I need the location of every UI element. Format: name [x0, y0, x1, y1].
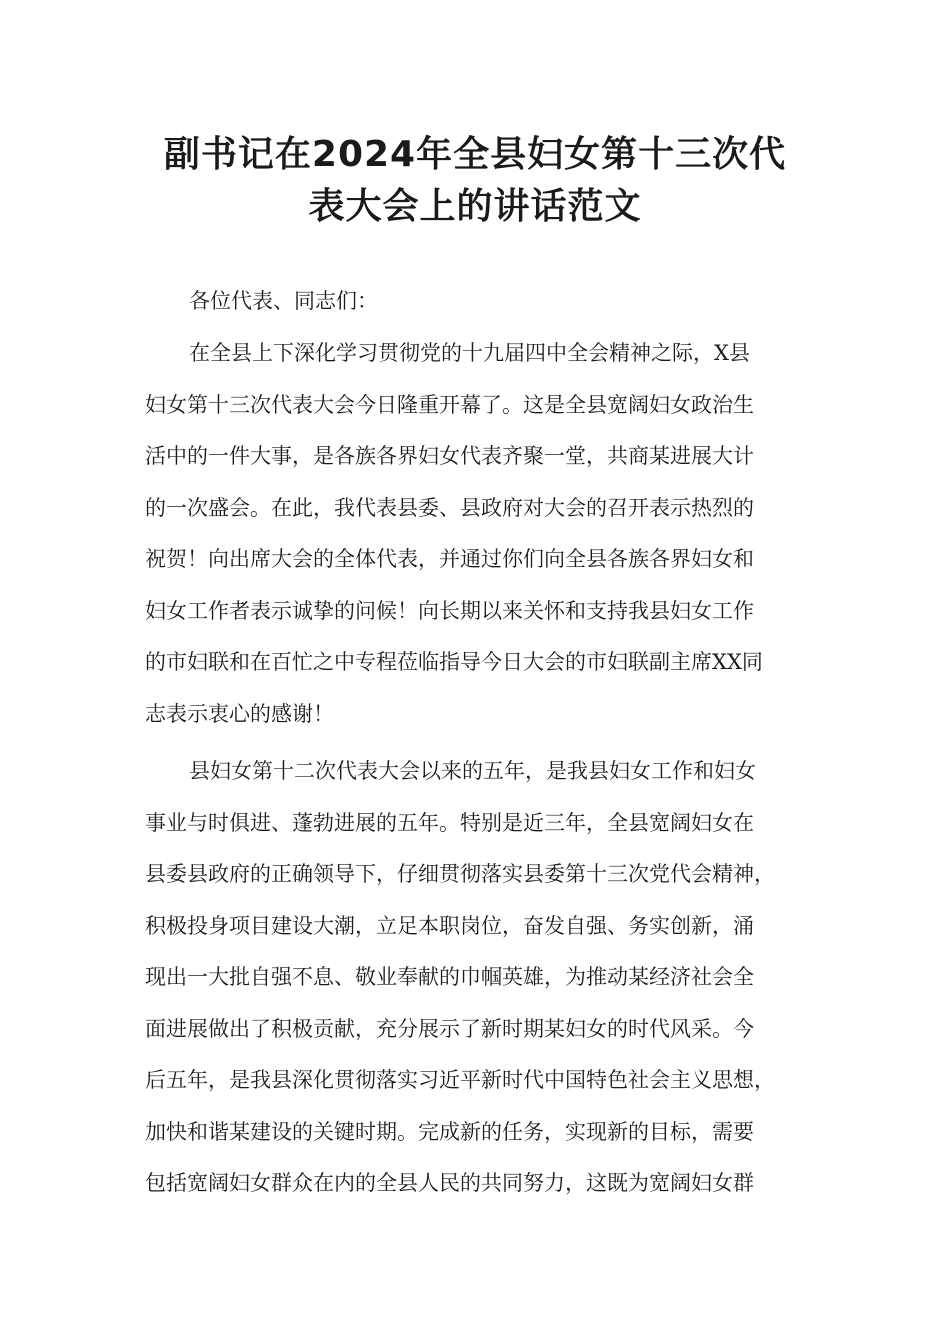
paragraph-line: 活中的一件大事，是各族各界妇女代表齐聚一堂，共商某进展大计 — [145, 444, 754, 468]
paragraph-line: 祝贺！向出席大会的全体代表，并通过你们向全县各族各界妇女和 — [145, 547, 754, 571]
paragraph-line: 加快和谐某建设的关键时期。完成新的任务，实现新的目标，需要 — [145, 1119, 754, 1144]
paragraph-line: 县妇女第十二次代表大会以来的五年，是我县妇女工作和妇女 — [189, 759, 756, 783]
document-title-line-1: 副书记在2024年全县妇女第十三次代 — [163, 134, 787, 175]
paragraph-line: 的一次盛会。在此，我代表县委、县政府对大会的召开表示热烈的 — [145, 495, 754, 520]
paragraph-line: 妇女工作者表示诚挚的问候！向长期以来关怀和支持我县妇女工作 — [145, 598, 754, 623]
paragraph-line: 积极投身项目建设大潮，立足本职岗位，奋发自强、务实创新，涌 — [145, 913, 754, 938]
greeting — [145, 276, 810, 328]
paragraph-1 — [145, 328, 810, 740]
paragraph-line: 事业与时俱进、蓬勃进展的五年。特别是近三年，全县宽阔妇女在 — [145, 810, 754, 835]
paragraph-2 — [145, 746, 810, 1210]
paragraph-line: 志表示衷心的感谢！ — [145, 701, 334, 726]
paragraph-line: 在全县上下深化学习贯彻党的十九届四中全会精神之际，X县 — [189, 341, 750, 365]
paragraph-line: 包括宽阔妇女群众在内的全县人民的共同努力，这既为宽阔妇女群 — [145, 1171, 754, 1195]
paragraph-line: 的市妇联和在百忙之中专程莅临指导今日大会的市妇联副主席XX同 — [145, 650, 763, 674]
paragraph-line: 后五年，是我县深化贯彻落实习近平新时代中国特色社会主义思想， — [145, 1068, 775, 1092]
paragraph-line: 现出一大批自强不息、敬业奉献的巾帼英雄，为推动某经济社会全 — [145, 965, 754, 989]
paragraph-line: 面进展做出了积极贡献，充分展示了新时期某妇女的时代风采。今 — [145, 1016, 754, 1041]
greeting-text: 各位代表、同志们： — [189, 289, 378, 313]
paragraph-line: 县委县政府的正确领导下，仔细贯彻落实县委第十三次党代会精神， — [145, 862, 775, 886]
paragraph-line: 妇女第十三次代表大会今日隆重开幕了。这是全县宽阔妇女政治生 — [145, 392, 754, 417]
document-title-line-2: 表大会上的讲话范文 — [308, 186, 642, 227]
